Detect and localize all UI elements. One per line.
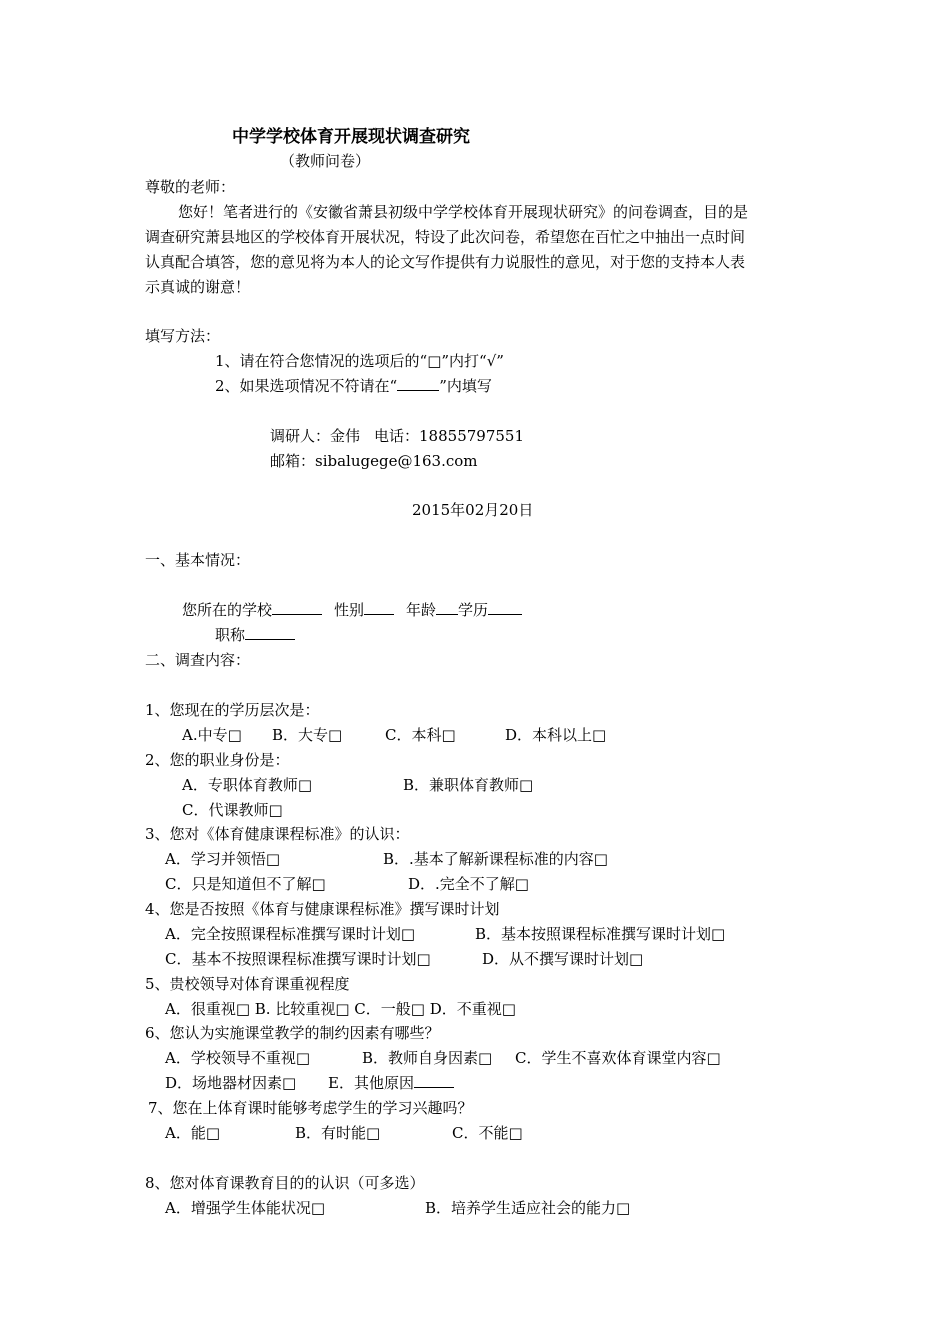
researcher-phone: 电话：18855797551: [374, 427, 524, 445]
letter-line-3: 认真配合填答，您的意见将为本人的论文写作提供有力说服性的意见，对于您的支持本人表: [145, 253, 746, 271]
education-label: 学历: [458, 601, 489, 619]
q6-option-e-label: E．其他原因: [328, 1074, 414, 1092]
q7-option-a[interactable]: A．能□: [165, 1124, 221, 1142]
question-8: 8、您对体育课教育目的的认识（可多选）: [145, 1174, 425, 1192]
q1-option-b[interactable]: B．大专□: [272, 726, 343, 744]
age-field[interactable]: [436, 600, 458, 615]
q7-option-c[interactable]: C．不能□: [452, 1124, 523, 1142]
q6-option-b[interactable]: B．教师自身因素□: [362, 1049, 493, 1067]
q6-option-c[interactable]: C．学生不喜欢体育课堂内容□: [515, 1049, 721, 1067]
q1-option-a[interactable]: A.中专□: [182, 726, 242, 744]
researcher-line: [270, 426, 524, 446]
document-subtitle: （教师问卷）: [280, 152, 371, 170]
q6-option-a[interactable]: A．学校领导不重视□: [165, 1049, 311, 1067]
q1-option-d[interactable]: D．本科以上□: [505, 726, 607, 744]
q5-options[interactable]: A．很重视□ B. 比较重视□ C．一般□ D．不重视□: [165, 1000, 516, 1018]
survey-date: 2015年02月20日: [412, 501, 534, 519]
researcher-email: 邮箱：sibalugege@163.com: [270, 452, 478, 470]
method-step-1: 1、请在符合您情况的选项后的“□”内打“√”: [215, 352, 504, 370]
letter-line-4: 示真诚的谢意！: [145, 278, 251, 296]
document-title: 中学学校体育开展现状调查研究: [232, 127, 470, 147]
q2-option-c[interactable]: C．代课教师□: [182, 801, 283, 819]
section-1-heading: 一、基本情况：: [145, 551, 251, 569]
age-label: 年龄: [406, 601, 437, 619]
school-field[interactable]: [272, 600, 322, 615]
q4-option-a[interactable]: A．完全按照课程标准撰写课时计划□: [165, 925, 416, 943]
title-row: [215, 625, 295, 645]
method-heading: 填写方法：: [145, 327, 221, 345]
gender-field[interactable]: [364, 600, 394, 615]
q2-option-a[interactable]: A．专职体育教师□: [182, 776, 313, 794]
q6-option-d[interactable]: D．场地器材因素□: [165, 1074, 297, 1092]
question-1: 1、您现在的学历层次是：: [145, 701, 320, 719]
question-5: 5、贵校领导对体育课重视程度: [145, 975, 350, 993]
q3-option-b[interactable]: B．.基本了解新课程标准的内容□: [383, 850, 608, 868]
question-4: 4、您是否按照《体育与健康课程标准》撰写课时计划: [145, 900, 500, 918]
gender-label: 性别: [334, 601, 365, 619]
education-field[interactable]: [488, 600, 522, 615]
q1-option-c[interactable]: C．本科□: [385, 726, 456, 744]
section-2-heading: 二、调查内容：: [145, 651, 251, 669]
q2-option-b[interactable]: B．兼职体育教师□: [403, 776, 534, 794]
letter-line-1: 您好！笔者进行的《安徽省萧县初级中学学校体育开展现状研究》的问卷调查，目的是: [178, 203, 749, 221]
question-3: 3、您对《体育健康课程标准》的认识：: [145, 825, 410, 843]
fill-blank-sample: [397, 376, 439, 391]
basic-info-row: [182, 600, 522, 620]
q4-option-d[interactable]: D．从不撰写课时计划□: [482, 950, 644, 968]
q4-option-c[interactable]: C．基本不按照课程标准撰写课时计划□: [165, 950, 431, 968]
q3-option-c[interactable]: C．只是知道但不了解□: [165, 875, 326, 893]
question-7: 7、您在上体育课时能够考虑学生的学习兴趣吗？: [148, 1099, 473, 1117]
q3-option-a[interactable]: A．学习并领悟□: [165, 850, 281, 868]
method-step-2: [215, 376, 492, 396]
q7-option-b[interactable]: B．有时能□: [295, 1124, 381, 1142]
title-label: 职称: [215, 626, 246, 644]
q8-option-a[interactable]: A．增强学生体能状况□: [165, 1199, 326, 1217]
question-2: 2、您的职业身份是：: [145, 751, 290, 769]
q6-option-e[interactable]: [328, 1073, 454, 1093]
researcher-name: 调研人：金伟: [270, 427, 361, 445]
letter-line-2: 调查研究萧县地区的学校体育开展状况，特设了此次问卷，希望您在百忙之中抽出一点时间: [145, 228, 746, 246]
question-6: 6、您认为实施课堂教学的制约因素有哪些？: [145, 1024, 440, 1042]
salutation: 尊敬的老师：: [145, 178, 236, 196]
method-step-2-prefix: 2、如果选项情况不符请在“: [215, 377, 398, 395]
q3-option-d[interactable]: D．.完全不了解□: [408, 875, 529, 893]
q8-option-b[interactable]: B．培养学生适应社会的能力□: [425, 1199, 631, 1217]
school-label: 您所在的学校: [182, 601, 273, 619]
title-field[interactable]: [245, 625, 295, 640]
q6-other-field[interactable]: [414, 1073, 454, 1088]
method-step-2-suffix: ”内填写: [439, 377, 492, 395]
q4-option-b[interactable]: B．基本按照课程标准撰写课时计划□: [475, 925, 726, 943]
